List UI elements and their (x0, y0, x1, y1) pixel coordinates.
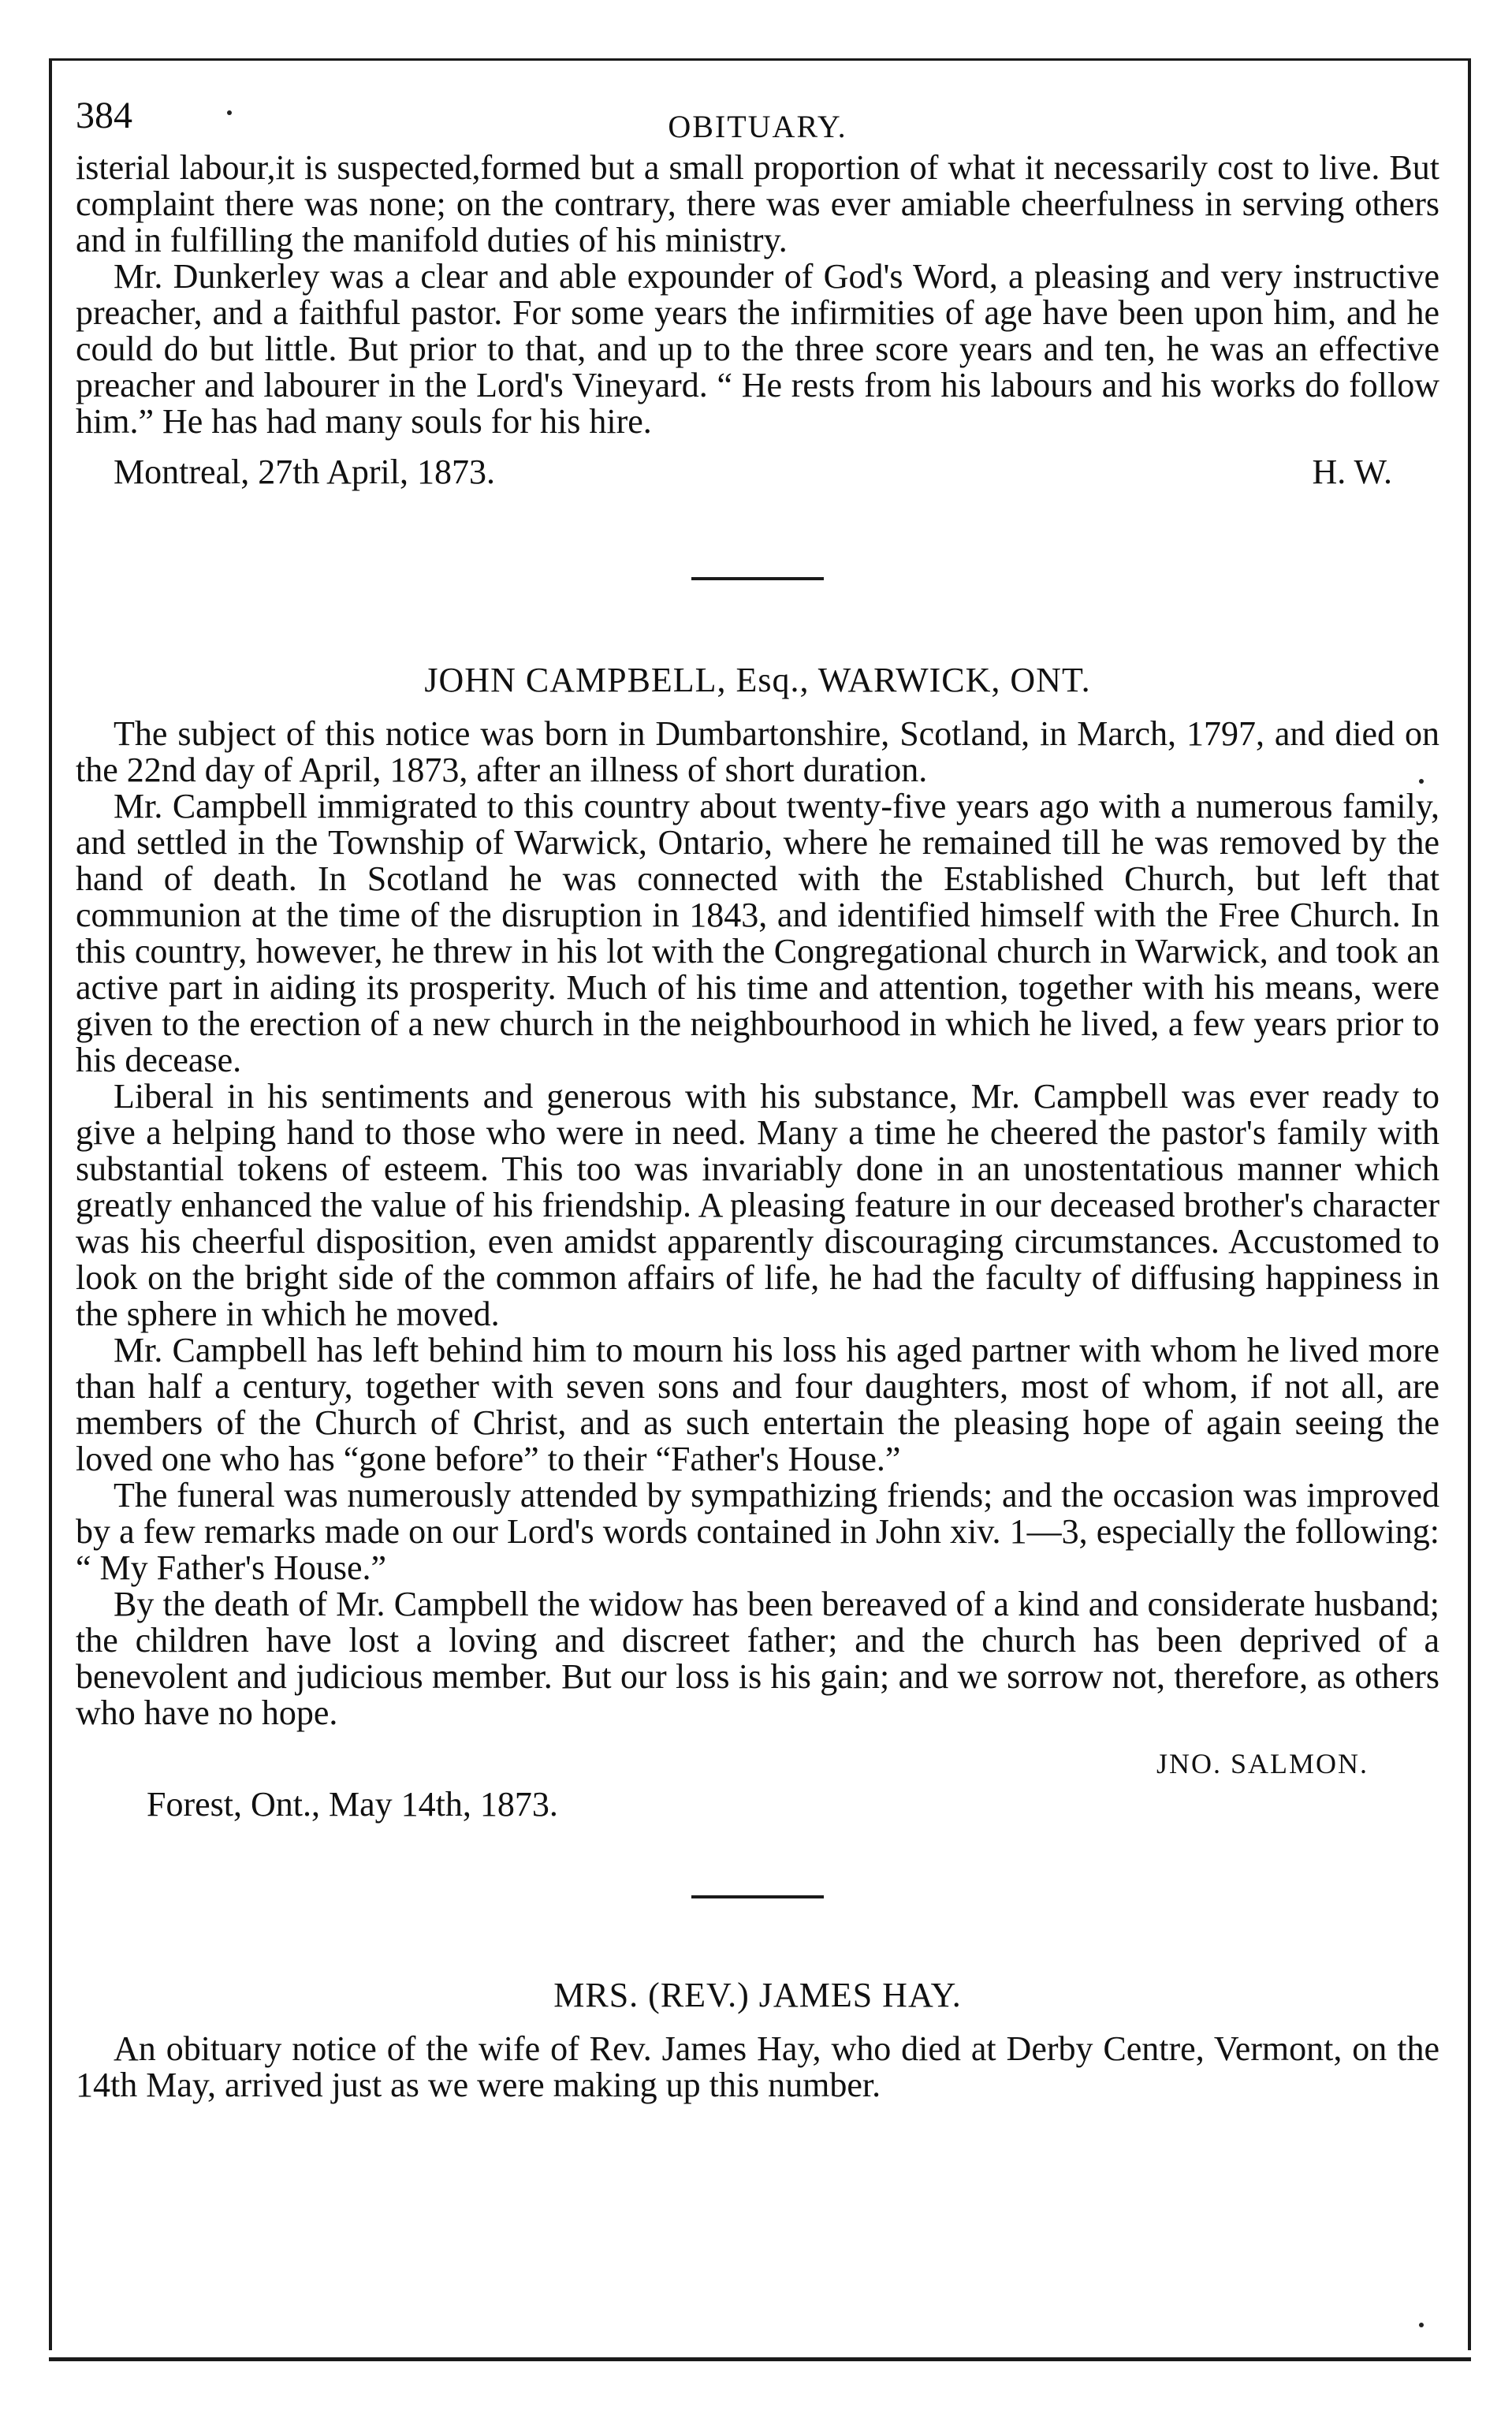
section-divider (691, 577, 824, 580)
author-signature: JNO. SALMON. (1156, 1748, 1369, 1779)
paragraph: An obituary notice of the wife of Rev. James Hay, who died at Derby Centre, Vermont, on the 14th May, arrived just as we were making up this number. (76, 2029, 1439, 2104)
page-content (76, 87, 1439, 2103)
section-divider (691, 1895, 824, 1898)
page-number: 384 (76, 95, 132, 136)
paragraph: The subject of this notice was born in Dumbartonshire, Scotland, in March, 1797, and died on the 22nd day of April, 1873, after an illness of short duration. (76, 714, 1439, 789)
running-title: OBITUARY. (668, 109, 847, 144)
signoff (76, 454, 1439, 490)
paragraph: Mr. Campbell has left behind him to mourn his loss his aged partner with whom he lived more than half a century, together with seven sons and four daughters, most of whom, if not all, are members of the Church of Christ, and as such entertain the pleasing hope of again seeing the loved one who has “gone before” to their “Father's House.” (76, 1331, 1439, 1478)
obituary-campbell (76, 662, 1439, 1823)
paragraph: Mr. Campbell immigrated to this country about twenty-five years ago with a numerous family, and settled in the Township of Warwick, Ontario, where he remained till he was removed by the hand of death. In Scotland he was connected with the Established Church, but left that communion at the time of the disruption in 1843, and identified himself with the Free Church. In this country, however, he threw in his lot with the Congregational church in Warwick, and took an active part in aiding its prosperity. Much of his time and attention, together with his means, were given to the erection of a new church in the neighbourhood in which he lived, a few years prior to his decease. (76, 787, 1439, 1079)
paragraph: By the death of Mr. Campbell the widow has been bereaved of a kind and considerate husband; the children have lost a loving and discreet father; and the church has been deprived of a benevolent and judicious member. But our loss is his gain; and we sorrow not, therefore, as others who have no hope. (76, 1585, 1439, 1732)
obituary-dunkerley (76, 150, 1439, 490)
bottom-rule (49, 2357, 1471, 2361)
place-date: Forest, Ont., May 14th, 1873. (147, 1785, 558, 1824)
author-initials: H. W. (1312, 453, 1392, 491)
place-date: Montreal, 27th April, 1873. (114, 453, 495, 491)
paragraph: isterial labour,it is suspected,formed but a small proportion of what it necessarily cost to live. But complaint there was none; on the contrary, there was ever amiable cheerfulness in serving others and in fulfilling the manifold duties of his ministry. (76, 148, 1439, 259)
paragraph: Liberal in his sentiments and generous with his substance, Mr. Campbell was ever ready to give a helping hand to those who were in need. Many a time he cheered the pastor's family with substantial tokens of esteem. This too was invariably done in an unostentatious manner which greatly enhanced the value of his friendship. A pleasing feature in our deceased brother's character was his cheerful disposition, even amidst apparently discouraging circumstances. Accustomed to look on the bright side of the common affairs of life, he had the faculty of diffusing happiness in the sphere in which he moved. (76, 1077, 1439, 1333)
section-title: JOHN CAMPBELL, Esq., WARWICK, ONT. (424, 661, 1091, 699)
section-title: MRS. (REV.) JAMES HAY. (553, 1976, 962, 2014)
paragraph: Mr. Dunkerley was a clear and able expounder of God's Word, a pleasing and very instructive preacher, and a faithful pastor. For some years the infirmities of age have been upon him, and he could do but little. But prior to that, and up to the three score years and ten, he was an effective preacher and labourer in the Lord's Vineyard. “ He rests from his labours and his works do follow him.” He has had many souls for his hire. (76, 257, 1439, 441)
running-head (76, 87, 1439, 150)
obituary-hay (76, 1977, 1439, 2103)
print-speck (1419, 2323, 1424, 2327)
paragraph: The funeral was numerously attended by sympathizing friends; and the occasion was improved by a few remarks made on our Lord's words contained in John xiv. 1—3, especially the following: “ My Father's House.” (76, 1476, 1439, 1587)
